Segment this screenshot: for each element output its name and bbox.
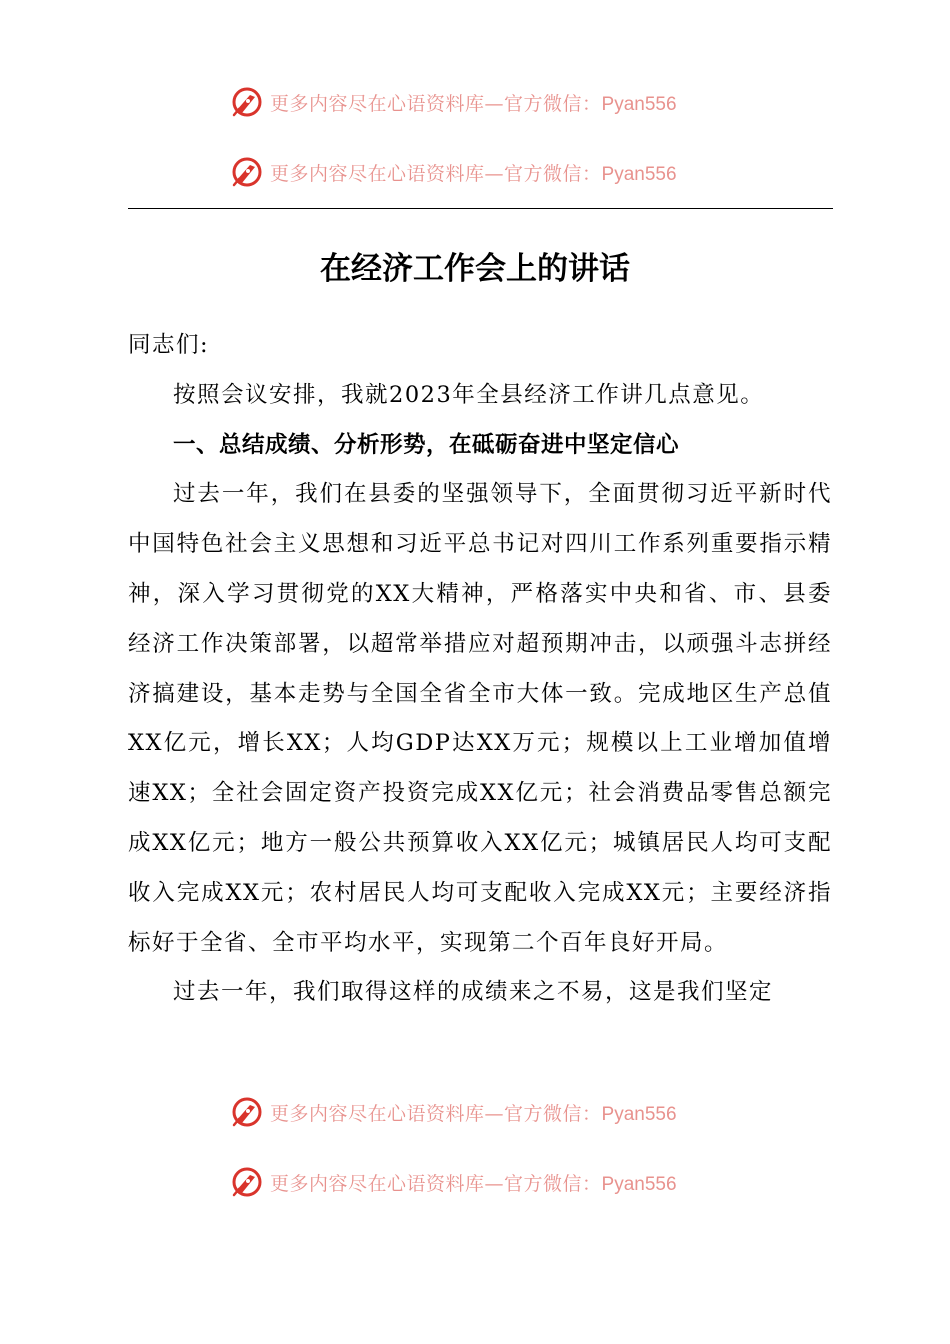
document-title: 在经济工作会上的讲话 [320,251,630,287]
pen-nib-logo-icon [230,1165,264,1199]
watermark-banner [230,82,750,122]
document-body [128,321,832,1018]
wechat-id: Pyan556 [601,93,677,115]
pen-nib-logo-icon [230,85,264,119]
watermark-text: 更多内容尽在心语资料库—官方微信：Pyan556 [270,92,677,115]
body-paragraph: 过去一年，我们在县委的坚强领导下，全面贯彻习近平新时代中国特色社会主义思想和习近平总书记对四川工作系列重要指示精神，深入学习贯彻党的XX大精神，严格落实中央和省、市、县委经济工作决策部署，以超常举措应对超预期冲击，以顽强斗志拼经济搞建设，基本走势与全国全省全市大体一致。完成地区生产总值XX亿元，增长XX；人均GDP达XX万元；规模以上工业增加值增速XX；全社会固定资产投资完成XX亿元；社会消费品零售总额完成XX亿元；地方一般公共预算收入XX亿元；城镇居民人均可支配收入完成XX元；农村居民人均可支配收入完成XX元；主要经济指标好于全省、全市平均水平，实现第二个百年良好开局。 [128,481,832,956]
section-heading: 一、总结成绩、分析形势，在砥砺奋进中坚定信心 [173,431,680,458]
intro-paragraph: 按照会议安排，我就2023年全县经济工作讲几点意见。 [173,381,765,408]
salutation: 同志们: [128,332,210,358]
watermark-banner [230,1162,750,1202]
watermark-banner [230,152,750,192]
header-divider [128,208,833,209]
body-paragraph: 过去一年，我们取得这样的成绩来之不易，这是我们坚定 [173,979,774,1006]
watermark-text: 更多内容尽在心语资料库—官方微信：Pyan556 [270,1172,677,1195]
watermark-banner [230,1092,750,1132]
pen-nib-logo-icon [230,1095,264,1129]
wechat-id: Pyan556 [601,1103,677,1125]
pen-nib-logo-icon [230,155,264,189]
watermark-text: 更多内容尽在心语资料库—官方微信：Pyan556 [270,1102,677,1125]
wechat-id: Pyan556 [601,163,677,185]
wechat-id: Pyan556 [601,1173,677,1195]
watermark-text: 更多内容尽在心语资料库—官方微信：Pyan556 [270,162,677,185]
